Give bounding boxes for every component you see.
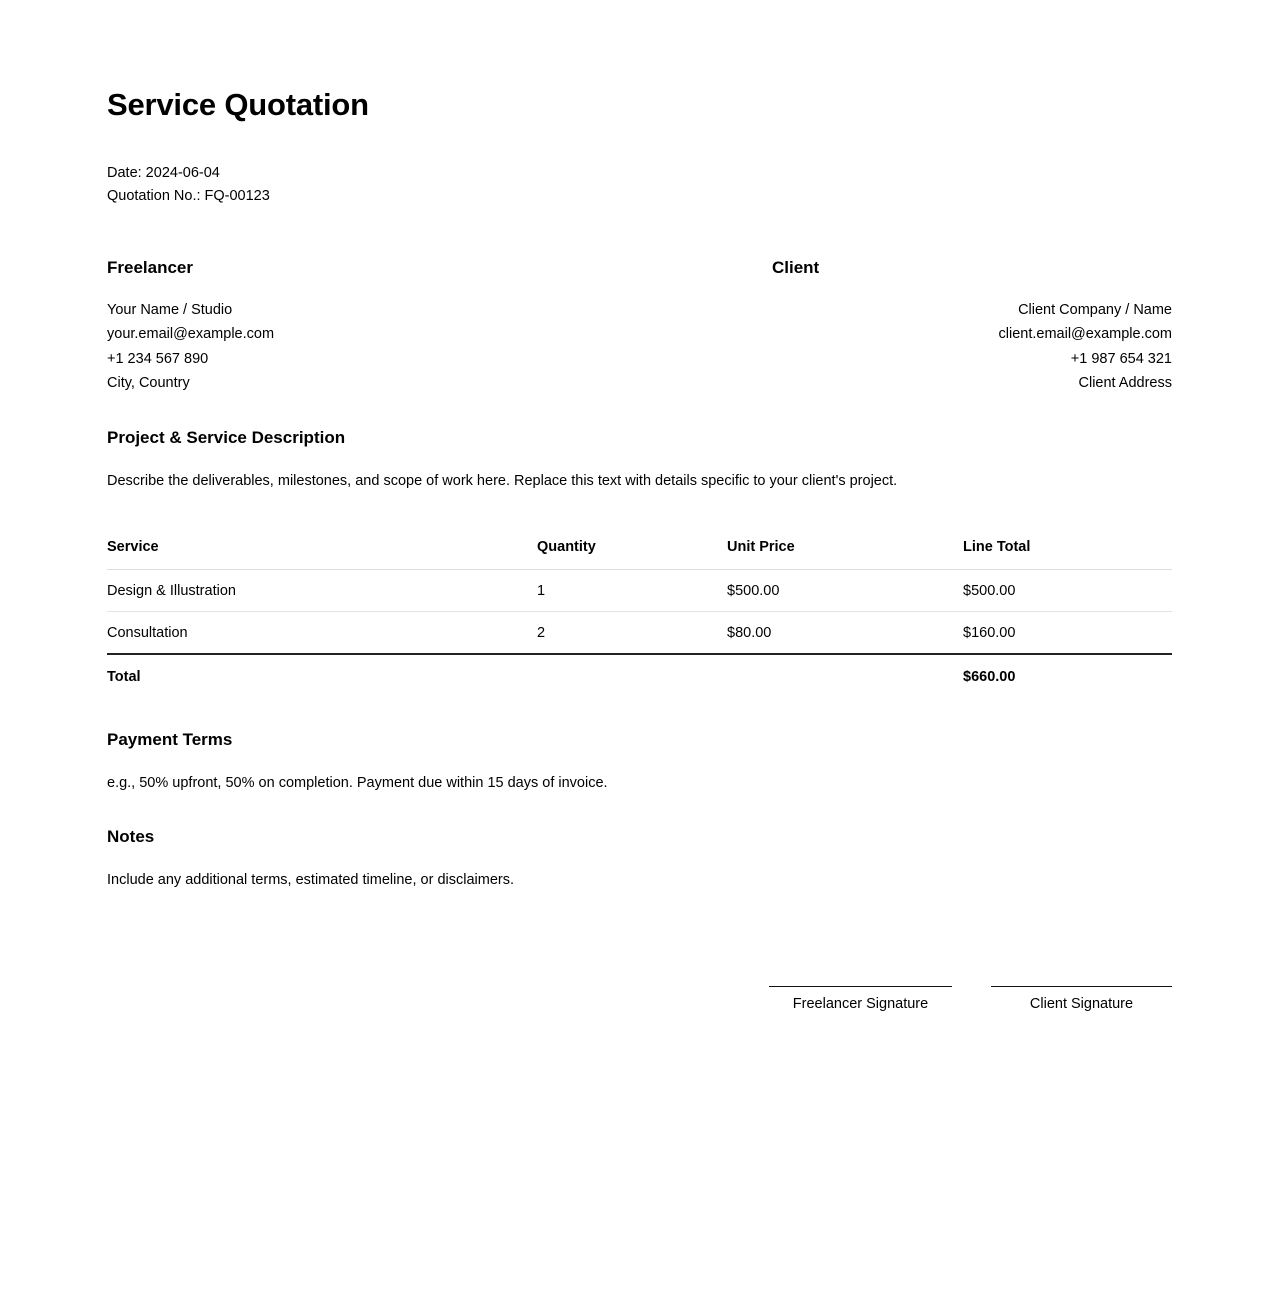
client-phone: +1 987 654 321 [1070, 350, 1172, 367]
notes-body: Include any additional terms, estimated timeline, or disclaimers. [107, 871, 514, 888]
cell-unit-price: $500.00 [727, 569, 963, 611]
client-signature-line [991, 986, 1172, 987]
notes-heading: Notes [107, 826, 155, 846]
client-signature-label: Client Signature [1029, 995, 1134, 1012]
column-header-line-total: Line Total [963, 539, 1172, 570]
page-title: Service Quotation [107, 87, 369, 122]
freelancer-email: your.email@example.com [107, 326, 275, 343]
freelancer-block [107, 258, 507, 395]
table-total-row [107, 654, 1172, 697]
freelancer-signature-label: Freelancer Signature [792, 995, 929, 1012]
cell-line-total: $160.00 [963, 611, 1172, 654]
table-row [107, 569, 1172, 611]
description-body: Describe the deliverables, milestones, and scope of work here. Replace this text with details specific to your client's project. [107, 472, 898, 489]
client-address: Client Address [1078, 374, 1172, 391]
freelancer-signature-line [769, 986, 952, 987]
quotation-number: Quotation No.: FQ-00123 [107, 188, 270, 205]
cell-quantity: 1 [537, 569, 727, 611]
cell-quantity: 2 [537, 611, 727, 654]
client-block [772, 258, 1172, 395]
freelancer-phone: +1 234 567 890 [107, 350, 209, 367]
freelancer-heading: Freelancer [107, 258, 193, 278]
document-meta [107, 162, 1172, 208]
payment-terms-heading: Payment Terms [107, 729, 233, 749]
total-spacer-unit-price [727, 654, 963, 697]
total-amount: $660.00 [963, 654, 1172, 697]
client-heading: Client [772, 258, 820, 278]
client-name: Client Company / Name [1018, 302, 1172, 319]
freelancer-address: City, Country [107, 374, 190, 391]
quotation-date: Date: 2024-06-04 [107, 165, 220, 182]
column-header-service: Service [107, 539, 537, 570]
freelancer-signature-block [769, 976, 952, 1012]
total-spacer-quantity [537, 654, 727, 697]
signatures-section [107, 976, 1172, 1012]
cell-service: Consultation [107, 611, 537, 654]
table-row [107, 611, 1172, 654]
freelancer-name: Your Name / Studio [107, 302, 233, 319]
client-email: client.email@example.com [998, 326, 1172, 343]
client-signature-block [991, 976, 1172, 1012]
payment-terms-body: e.g., 50% upfront, 50% on completion. Payment due within 15 days of invoice. [107, 774, 608, 791]
total-label: Total [107, 654, 537, 697]
cell-service: Design & Illustration [107, 569, 537, 611]
table-header-row [107, 539, 1172, 570]
description-heading: Project & Service Description [107, 427, 346, 447]
line-items-table [107, 539, 1172, 697]
column-header-unit-price: Unit Price [727, 539, 963, 570]
parties-section [107, 258, 1172, 395]
cell-line-total: $500.00 [963, 569, 1172, 611]
cell-unit-price: $80.00 [727, 611, 963, 654]
column-header-quantity: Quantity [537, 539, 727, 570]
